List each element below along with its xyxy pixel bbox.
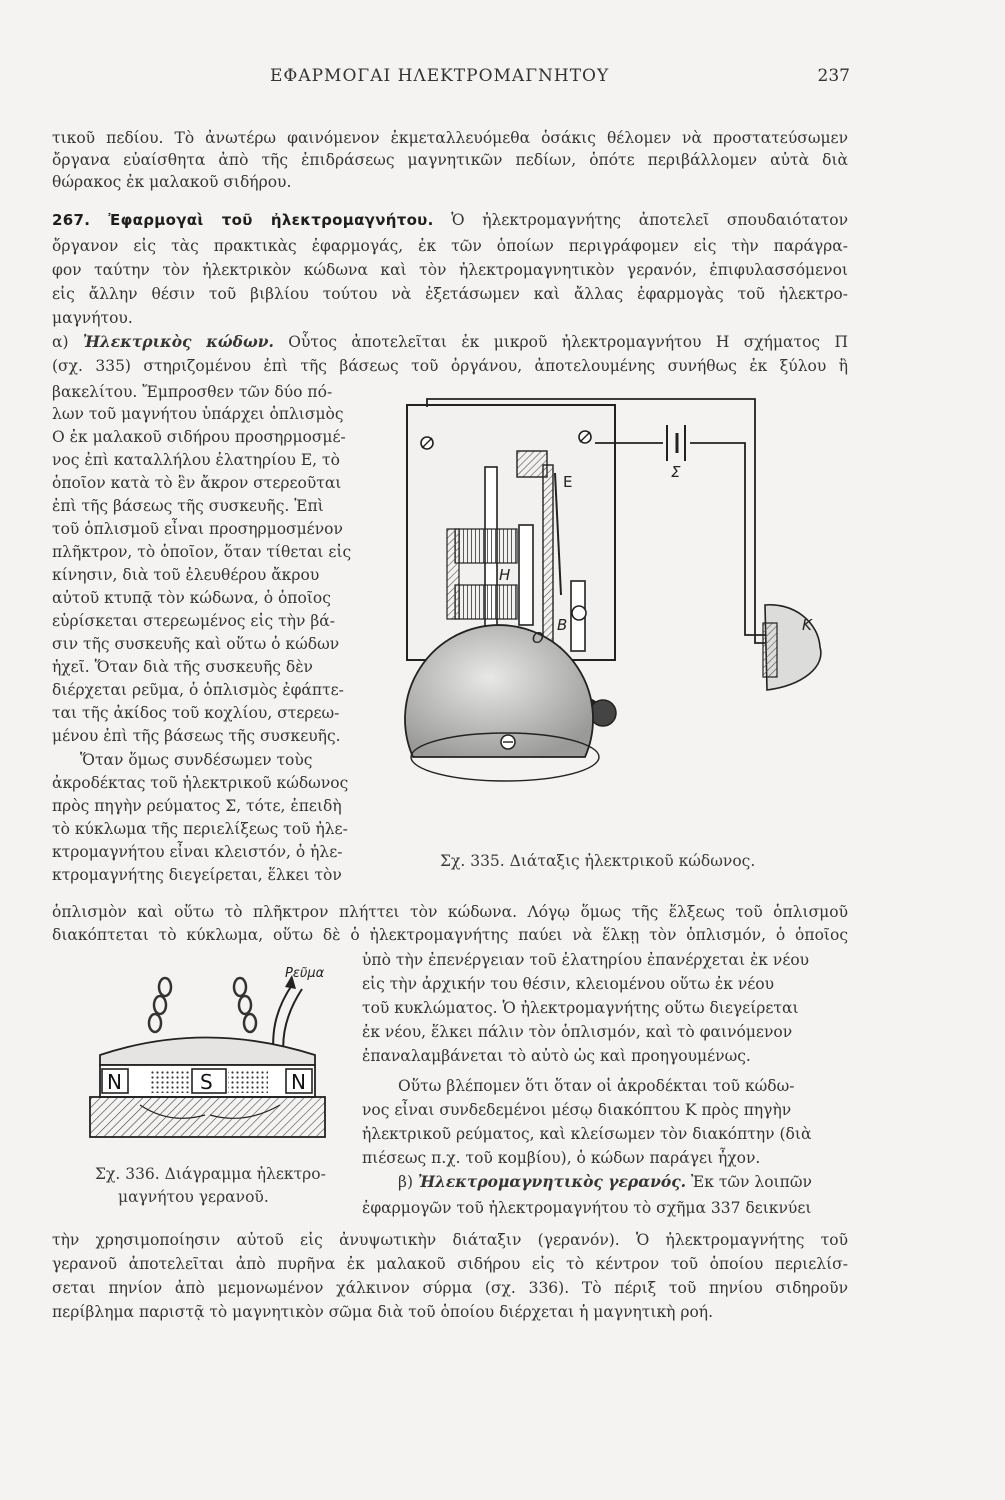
crane-first-line bbox=[398, 1172, 812, 1192]
text-span: Οὗτος ἀποτελεῖται ἐκ μικροῦ ἠλεκτρομαγνήτου Η σχήματος Π bbox=[288, 333, 848, 351]
column-line: ὁποῖον κατὰ τὸ ἓν ἄκρον στερεοῦται bbox=[52, 474, 342, 492]
label-K: K bbox=[802, 616, 812, 634]
pole-piece bbox=[519, 525, 533, 625]
text-line: γερανοῦ ἀποτελεῖται ἀπὸ πυρῆνα ἐκ μαλακοῦ σιδήρου εἰς τὸ κέντρον τοῦ ὁποίου περιελίσ- bbox=[52, 1255, 848, 1273]
label-E: E bbox=[563, 473, 573, 491]
label-Sigma: Σ bbox=[671, 463, 681, 481]
contact-screw bbox=[572, 606, 586, 620]
text-line: ἐπαναλαμβάνεται τὸ αὐτὸ ὡς καὶ προηγουμένως. bbox=[362, 1047, 751, 1065]
switch-plate bbox=[763, 623, 777, 677]
text-line: τοῦ κυκλώματος. Ὁ ἠλεκτρομαγνήτης οὕτω διεγείρεται bbox=[362, 999, 799, 1017]
column-line: ἠχεῖ. Ὅταν διὰ τῆς συσκευῆς δὲν bbox=[52, 658, 313, 676]
figure-336-caption-line2: μαγνήτου γερανοῦ. bbox=[118, 1188, 269, 1206]
page-number: 237 bbox=[817, 66, 850, 86]
pole-N-right: N bbox=[291, 1070, 306, 1094]
text-line: εἰς ἄλλην θέσιν τοῦ βιβλίου τούτου νὰ ἐξετάσωμεν καὶ ἄλλας ἐφαρμογὰς τοῦ ἠλεκτρο- bbox=[52, 285, 848, 303]
text-line: πιέσεως π.χ. τοῦ κομβίου), ὁ κώδων παράγει ἦχον. bbox=[362, 1149, 761, 1167]
coil-winding bbox=[455, 585, 517, 619]
column-line: ται τῆς ἀκίδος τοῦ κοχλίου, στερεω- bbox=[52, 704, 340, 722]
column-line: τοῦ ὁπλισμοῦ εἶναι προσηρμοσμένον bbox=[52, 520, 343, 538]
column-line: Ὅταν ὅμως συνδέσωμεν τοὺς bbox=[80, 751, 313, 769]
column-line: κίνησιν, διὰ τοῦ ἐλευθέρου ἄκρου bbox=[52, 566, 320, 584]
section-heading: 267. Ἐφαρμογαὶ τοῦ ἠλεκτρομαγνήτου. bbox=[52, 211, 434, 229]
page-header bbox=[0, 66, 1005, 90]
column-line: μένου ἐπὶ τῆς βάσεως τῆς συσκευῆς. bbox=[52, 727, 341, 745]
label-H: H bbox=[499, 566, 511, 584]
bell-first-line bbox=[52, 332, 848, 352]
column-line: τὸ κύκλωμα τῆς περιελίξεως τοῦ ἠλε- bbox=[52, 820, 348, 838]
figure-335-electric-bell bbox=[395, 385, 865, 850]
text-line: ὁπλισμὸν καὶ οὕτω τὸ πλῆκτρον πλήττει τὸν κώδωνα. Λόγῳ ὅμως τῆς ἕλξεως τοῦ ὁπλισμοῦ bbox=[52, 903, 848, 921]
column-line: ἐπὶ τῆς βάσεως τῆς συσκευῆς. Ἐπὶ bbox=[52, 497, 324, 515]
text-line: περίβλημα παριστᾷ τὸ μαγνητικὸν σῶμα διὰ τοῦ ὁποίου διέρχεται ἡ μαγνητικὴ ροή. bbox=[52, 1303, 714, 1321]
left-chain bbox=[149, 978, 171, 1032]
label-O: O bbox=[532, 629, 544, 647]
column-line: νος ἐπὶ καταλλήλου ἐλατηρίου Ε, τὸ bbox=[52, 451, 340, 469]
text-line: ἠλεκτρικοῦ ρεύματος, καὶ κλείσωμεν τὸν διακόπτην (διὰ bbox=[362, 1125, 812, 1143]
column-line: σιν τῆς συσκευῆς καὶ οὕτω ὁ κώδων bbox=[52, 635, 340, 653]
text-line: νος εἶναι συνδεδεμένοι μέσῳ διακόπτου Κ πρὸς πηγὴν bbox=[362, 1101, 792, 1119]
text-line: τὴν χρησιμοποίησιν αὐτοῦ εἰς ἀνυψωτικὴν διάταξιν (γερανόν). Ὁ ἠλεκτρομαγνήτης τοῦ bbox=[52, 1231, 848, 1249]
text-line: φον ταύτην τὸν ἠλεκτρικὸν κώδωνα καὶ τὸν ἠλεκτρομαγνητικὸν γερανόν, ἐπιφυλασσόμενοι bbox=[52, 261, 848, 279]
iron-load-plate bbox=[90, 1097, 325, 1137]
running-title: ΕΦΑΡΜΟΓΑΙ ΗΛΕΚΤΡΟΜΑΓΝΗΤΟΥ bbox=[270, 66, 610, 86]
right-chain bbox=[234, 978, 256, 1032]
text-line: τικοῦ πεδίου. Τὸ ἀνωτέρω φαινόμενον ἐκμεταλλευόμεθα ὁσάκις θέλομεν νὰ προστατεύσωμεν bbox=[52, 129, 848, 147]
item-label: α) bbox=[52, 333, 69, 351]
core-hatch bbox=[447, 529, 459, 619]
text-line: (σχ. 335) στηριζομένου ἐπὶ τῆς βάσεως τοῦ ὀργάνου, ἀποτελουμένης συνήθως ἐκ ξύλου ἢ bbox=[52, 357, 848, 375]
label-B: B bbox=[557, 616, 568, 634]
column-line: εὑρίσκεται στερεωμένος εἰς τὴν βά- bbox=[52, 612, 336, 630]
pole-N-left: N bbox=[107, 1070, 122, 1094]
figure-336-caption-line1: Σχ. 336. Διάγραμμα ἠλεκτρο- bbox=[95, 1165, 326, 1183]
current-label: Ρεῦμα bbox=[285, 966, 325, 981]
text-line: ὄργανα εὐαίσθητα ἀπὸ τῆς ἐπιδράσεως μαγνητικῶν πεδίων, ὁπότε περιβάλλομεν αὐτὰ διὰ bbox=[52, 151, 848, 169]
text-line: ὄργανον εἰς τὰς πρακτικὰς ἐφαρμογάς, ἐκ τῶν ὁποίων περιγράφομεν εἰς τὴν παράγρα- bbox=[52, 237, 848, 255]
figure-336-crane-electromagnet bbox=[80, 965, 340, 1165]
item-label: β) bbox=[398, 1173, 414, 1191]
text-line: ἐφαρμογῶν τοῦ ἠλεκτρομαγνήτου τὸ σχῆμα 337 δεικνύει bbox=[362, 1199, 812, 1217]
text-line: Οὕτω βλέπομεν ὅτι ὅταν οἱ ἀκροδέκται τοῦ κώδω- bbox=[398, 1077, 795, 1095]
column-line: βακελίτου. Ἔμπροσθεν τῶν δύο πό- bbox=[52, 383, 333, 401]
text-span: Ἐκ τῶν λοιπῶν bbox=[691, 1173, 812, 1191]
figure-335-caption: Σχ. 335. Διάταξις ἠλεκτρικοῦ κώδωνος. bbox=[440, 852, 756, 870]
column-line: διέρχεται ρεῦμα, ὁ ὁπλισμὸς ἐφάπτε- bbox=[52, 681, 344, 699]
text-span: Ὁ ἠλεκτρομαγνήτης ἀποτελεῖ σπουδαιότατον bbox=[451, 211, 848, 229]
section-267-first-line bbox=[52, 210, 848, 230]
bell-heading: Ἠλεκτρικὸς κώδων. bbox=[82, 332, 274, 351]
text-line: θώρακος ἐκ μαλακοῦ σιδήρου. bbox=[52, 173, 292, 191]
column-line: κτρομαγνήτης διεγείρεται, ἕλκει τὸν bbox=[52, 866, 342, 884]
hammer-ball bbox=[590, 700, 616, 726]
crane-heading: Ἠλεκτρομαγνητικὸς γερανός. bbox=[417, 1172, 687, 1191]
armature bbox=[543, 465, 553, 645]
text-line: ἐκ νέου, ἕλκει πάλιν τὸν ὁπλισμόν, καὶ τὸ φαινόμενον bbox=[362, 1023, 793, 1041]
text-line: μαγνήτου. bbox=[52, 309, 133, 327]
coil-winding bbox=[455, 529, 517, 563]
column-line: πρὸς πηγὴν ρεύματος Σ, τότε, ἐπειδὴ bbox=[52, 797, 342, 815]
text-line: σεται πηνίον ἀπὸ μεμονωμένον χάλκινον σύρμα (σχ. 336). Τὸ πέριξ τοῦ πηνίου σιδηροῦν bbox=[52, 1279, 848, 1297]
battery-wire-right bbox=[690, 443, 765, 635]
text-line: ὑπὸ τὴν ἐπενέργειαν τοῦ ἐλατηρίου ἐπανέρχεται ἐκ νέου bbox=[362, 951, 810, 969]
column-line: Ο ἐκ μαλακοῦ σιδήρου προσηρμοσμέ- bbox=[52, 428, 346, 446]
column-line: ἀκροδέκτας τοῦ ἠλεκτρικοῦ κώδωνος bbox=[52, 774, 349, 792]
coil-dots-left bbox=[150, 1069, 190, 1093]
coil-dots-right bbox=[228, 1069, 268, 1093]
column-line: λων τοῦ μαγνήτου ὑπάρχει ὁπλισμὸς bbox=[52, 405, 344, 423]
pole-S: S bbox=[200, 1070, 213, 1094]
column-line: πλῆκτρον, τὸ ὁποῖον, ὅταν τίθεται εἰς bbox=[52, 543, 352, 561]
column-line: αὐτοῦ κτυπᾷ τὸν κώδωνα, ὁ ὁποῖος bbox=[52, 589, 331, 607]
text-line: εἰς τὴν ἀρχικήν του θέσιν, κλειομένου οὕτω ἐκ νέου bbox=[362, 975, 775, 993]
text-line: διακόπτεται τὸ κύκλωμα, οὕτω δὲ ὁ ἠλεκτρομαγνήτης παύει νὰ ἕλκῃ τὸν ὁπλισμόν, ὁ ὁποῖος bbox=[52, 926, 848, 944]
column-line: κτρομαγνήτου εἶναι κλειστόν, ὁ ἠλε- bbox=[52, 843, 343, 861]
